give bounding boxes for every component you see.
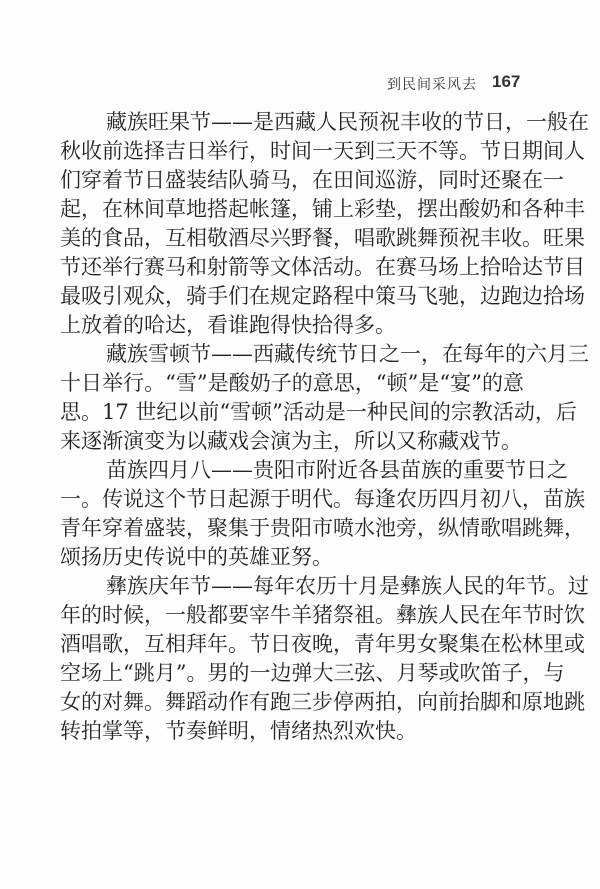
text-line: 节还举行赛马和射箭等文体活动。在赛马场上拾哈达节目 bbox=[60, 255, 585, 279]
text-line: 美的食品，互相敬酒尽兴野餐，唱歌跳舞预祝丰收。旺果 bbox=[60, 226, 585, 250]
page-header bbox=[0, 72, 600, 96]
text-line: 女的对舞。舞蹈动作有跑三步停两拍，向前抬脚和原地跳 bbox=[60, 690, 585, 714]
text-line: 思。17 世纪以前“雪顿”活动是一种民间的宗教活动，后 bbox=[60, 400, 577, 424]
text-line: 年的时候，一般都要宰牛羊猪祭祖。彝族人民在年节时饮 bbox=[60, 603, 585, 627]
text-line: 最吸引观众，骑手们在规定路程中策马飞驰，边跑边拾场 bbox=[60, 284, 585, 308]
text-line: 藏族旺果节——是西藏人民预祝丰收的节日，一般在 bbox=[106, 110, 589, 134]
text-line: 酒唱歌，互相拜年。节日夜晚，青年男女聚集在松林里或 bbox=[60, 632, 585, 656]
paragraph-wangguo-festival bbox=[60, 108, 589, 340]
text-line: 青年穿着盛装，聚集于贵阳市喷水池旁，纵情歌唱跳舞， bbox=[60, 516, 585, 540]
text-line: 上放着的哈达，看谁跑得快拾得多。 bbox=[60, 313, 396, 337]
text-line: 彝族庆年节——每年农历十月是彝族人民的年节。过 bbox=[106, 574, 589, 598]
text-line: 转拍掌等，节奏鲜明，情绪热烈欢快。 bbox=[60, 719, 417, 743]
text-line: 苗族四月八——贵阳市附近各县苗族的重要节日之 bbox=[106, 458, 568, 482]
page-body bbox=[60, 108, 589, 746]
paragraph-miao-april-eighth bbox=[60, 456, 585, 572]
paragraph-shoton-festival bbox=[60, 340, 589, 456]
paragraph-yi-new-year bbox=[60, 572, 589, 746]
page-number: 167 bbox=[492, 72, 521, 91]
text-line: 十日举行。“雪”是酸奶子的意思，“顿”是“宴”的意 bbox=[60, 371, 524, 395]
text-line: 藏族雪顿节——西藏传统节日之一，在每年的六月三 bbox=[106, 342, 589, 366]
running-title: 到民间采风去 bbox=[387, 77, 477, 93]
text-line: 们穿着节日盛装结队骑马，在田间巡游，同时还聚在一 bbox=[60, 168, 564, 192]
text-line: 起，在林间草地搭起帐篷，铺上彩垫，摆出酸奶和各种丰 bbox=[60, 197, 585, 221]
text-line: 来逐渐演变为以藏戏会演为主，所以又称藏戏节。 bbox=[60, 429, 522, 453]
text-line: 颂扬历史传说中的英雄亚努。 bbox=[60, 545, 333, 569]
text-line: 秋收前选择吉日举行，时间一天到三天不等。节日期间人 bbox=[60, 139, 585, 163]
text-line: 空场上“跳月”。男的一边弹大三弦、月琴或吹笛子，与 bbox=[60, 661, 565, 685]
text-line: 一。传说这个节日起源于明代。每逢农历四月初八，苗族 bbox=[60, 487, 585, 511]
